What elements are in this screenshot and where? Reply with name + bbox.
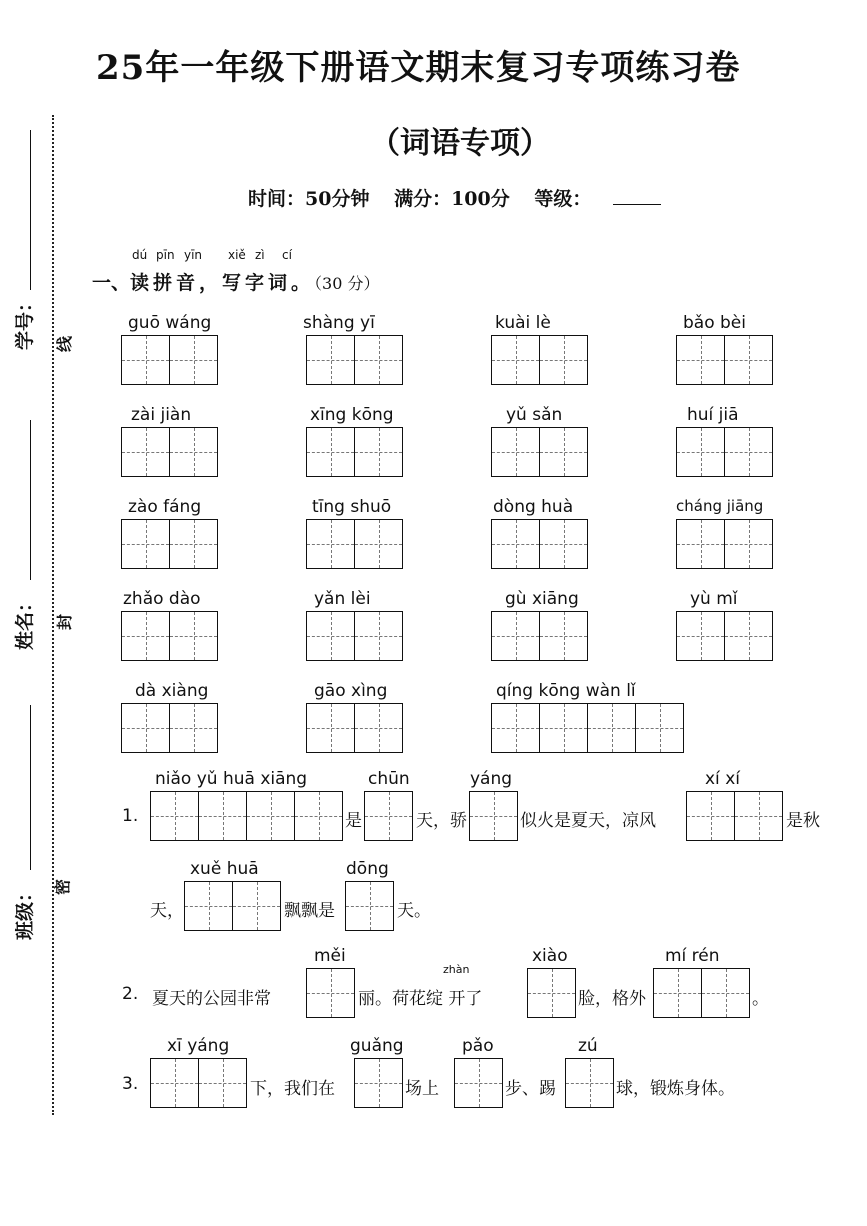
sentence-grid[interactable] bbox=[454, 1058, 503, 1108]
pinyin-ci: cí bbox=[282, 248, 292, 262]
sentence-grid[interactable] bbox=[345, 881, 394, 931]
section-1-title bbox=[92, 248, 380, 295]
word-grid[interactable] bbox=[491, 611, 588, 661]
word-pinyin: bǎo bèi bbox=[683, 313, 746, 333]
sentence-pinyin-small: zhàn bbox=[443, 963, 470, 976]
exam-grade-label: 等级： bbox=[534, 188, 592, 210]
sentence-text: 天， bbox=[150, 901, 184, 921]
class-blank[interactable] bbox=[30, 705, 31, 870]
pinyin-pin: pīn bbox=[156, 248, 175, 262]
sentence-grid[interactable] bbox=[150, 1058, 247, 1108]
pinyin-zi: zì bbox=[255, 248, 265, 262]
word-pinyin: zào fáng bbox=[128, 497, 202, 517]
sentence-grid[interactable] bbox=[565, 1058, 614, 1108]
sentence-text: 夏天的公园非常 bbox=[152, 989, 271, 1009]
word-grid[interactable] bbox=[676, 519, 773, 569]
word-grid[interactable] bbox=[121, 611, 218, 661]
word-pinyin: kuài lè bbox=[495, 313, 551, 333]
word-pinyin: guō wáng bbox=[128, 313, 212, 333]
sentence-pinyin: chūn bbox=[368, 769, 410, 789]
word-pinyin: gāo xìng bbox=[314, 681, 388, 701]
word-grid[interactable] bbox=[676, 427, 773, 477]
word-grid[interactable] bbox=[306, 611, 403, 661]
word-grid[interactable] bbox=[491, 335, 588, 385]
sentence-number: 2. bbox=[122, 984, 139, 1004]
name-blank[interactable] bbox=[30, 420, 31, 580]
word-grid[interactable] bbox=[676, 611, 773, 661]
word-pinyin: qíng kōng wàn lǐ bbox=[496, 681, 636, 701]
sentence-text: 似火是夏天，凉风 bbox=[520, 811, 656, 831]
word-pinyin: yù mǐ bbox=[690, 589, 738, 609]
word-pinyin: dòng huà bbox=[493, 497, 574, 517]
sentence-grid[interactable] bbox=[469, 791, 518, 841]
word-grid[interactable] bbox=[306, 519, 403, 569]
student-no-blank[interactable] bbox=[30, 130, 31, 290]
sentence-text: 天。 bbox=[397, 901, 431, 921]
sentence-pinyin: guǎng bbox=[350, 1036, 404, 1056]
word-pinyin: yǎn lèi bbox=[314, 589, 371, 609]
sentence-number: 3. bbox=[122, 1074, 139, 1094]
sentence-text: 是 bbox=[345, 811, 362, 831]
pinyin-xie: xiě bbox=[228, 248, 246, 262]
word-grid[interactable] bbox=[676, 335, 773, 385]
word-pinyin: yǔ sǎn bbox=[506, 405, 563, 425]
word-grid[interactable] bbox=[491, 427, 588, 477]
sentence-grid[interactable] bbox=[184, 881, 281, 931]
sentence-text: 。 bbox=[752, 989, 769, 1009]
sentence-text: 飘飘是 bbox=[284, 901, 335, 921]
sentence-pinyin: xī yáng bbox=[167, 1036, 230, 1056]
sentence-grid[interactable] bbox=[653, 968, 750, 1018]
word-pinyin: zhǎo dào bbox=[123, 589, 201, 609]
pinyin-du: dú bbox=[132, 248, 148, 262]
word-grid[interactable] bbox=[491, 703, 684, 753]
sentence-pinyin: dōng bbox=[346, 859, 389, 879]
sentence-text: 是秋 bbox=[786, 811, 820, 831]
sentence-pinyin: mí rén bbox=[665, 946, 720, 966]
sentence-pinyin: niǎo yǔ huā xiāng bbox=[155, 769, 308, 789]
sentence-pinyin: xuě huā bbox=[190, 859, 259, 879]
word-pinyin: xīng kōng bbox=[310, 405, 394, 425]
sentence-grid[interactable] bbox=[686, 791, 783, 841]
exam-info bbox=[248, 184, 679, 211]
sentence-text: 脸，格外 bbox=[578, 989, 646, 1009]
sentence-text: 丽。荷花绽 开了 bbox=[358, 989, 483, 1009]
page-subtitle: （词语专项） bbox=[370, 126, 550, 161]
class-label: 班级： bbox=[14, 882, 36, 940]
word-grid[interactable] bbox=[306, 335, 403, 385]
word-grid[interactable] bbox=[306, 703, 403, 753]
exam-full-score: 满分：100分 bbox=[394, 188, 510, 210]
word-grid[interactable] bbox=[121, 703, 218, 753]
word-grid[interactable] bbox=[121, 427, 218, 477]
page-title: 25年一年级下册语文期末复习专项练习卷 bbox=[96, 48, 741, 88]
sentence-text: 步、踢 bbox=[505, 1079, 556, 1099]
sentence-pinyin: xiào bbox=[532, 946, 568, 966]
sentence-text: 场上 bbox=[405, 1079, 439, 1099]
section-1-instruction: 读拼音，写字词。 bbox=[130, 272, 315, 294]
exam-time: 时间：50分钟 bbox=[248, 188, 370, 210]
sentence-text: 天，骄 bbox=[416, 811, 467, 831]
sentence-grid[interactable] bbox=[354, 1058, 403, 1108]
sentence-text: 球，锻炼身体。 bbox=[616, 1079, 735, 1099]
section-1-prefix: 一、 bbox=[92, 272, 131, 294]
word-pinyin: cháng jiāng bbox=[676, 497, 764, 515]
word-pinyin: gù xiāng bbox=[505, 589, 579, 609]
sentence-pinyin: měi bbox=[314, 946, 346, 966]
pinyin-yin: yīn bbox=[184, 248, 203, 262]
seal-secret-mark: 密 bbox=[53, 878, 72, 895]
word-grid[interactable] bbox=[121, 519, 218, 569]
seal-seal-mark: 封 bbox=[55, 613, 74, 630]
word-pinyin: shàng yī bbox=[303, 313, 375, 333]
sentence-grid[interactable] bbox=[306, 968, 355, 1018]
sentence-text: 下，我们在 bbox=[250, 1079, 335, 1099]
sentence-grid[interactable] bbox=[364, 791, 413, 841]
sentence-pinyin: pǎo bbox=[462, 1036, 494, 1056]
name-label: 姓名： bbox=[14, 592, 36, 650]
sentence-grid[interactable] bbox=[527, 968, 576, 1018]
word-grid[interactable] bbox=[121, 335, 218, 385]
section-1-score: （30 分） bbox=[314, 274, 380, 293]
sentence-pinyin: xí xí bbox=[705, 769, 740, 789]
student-no-label: 学号： bbox=[14, 292, 36, 350]
word-pinyin: tīng shuō bbox=[312, 497, 392, 517]
sentence-number: 1. bbox=[122, 806, 139, 826]
word-pinyin: zài jiàn bbox=[131, 405, 192, 425]
grade-blank[interactable] bbox=[613, 204, 661, 205]
word-pinyin: dà xiàng bbox=[135, 681, 209, 701]
word-grid[interactable] bbox=[306, 427, 403, 477]
sentence-pinyin: zú bbox=[578, 1036, 598, 1056]
word-pinyin: huí jiā bbox=[687, 405, 739, 425]
seal-line-mark: 线 bbox=[55, 335, 74, 352]
word-grid[interactable] bbox=[491, 519, 588, 569]
sentence-grid[interactable] bbox=[150, 791, 343, 841]
sentence-pinyin: yáng bbox=[470, 769, 513, 789]
